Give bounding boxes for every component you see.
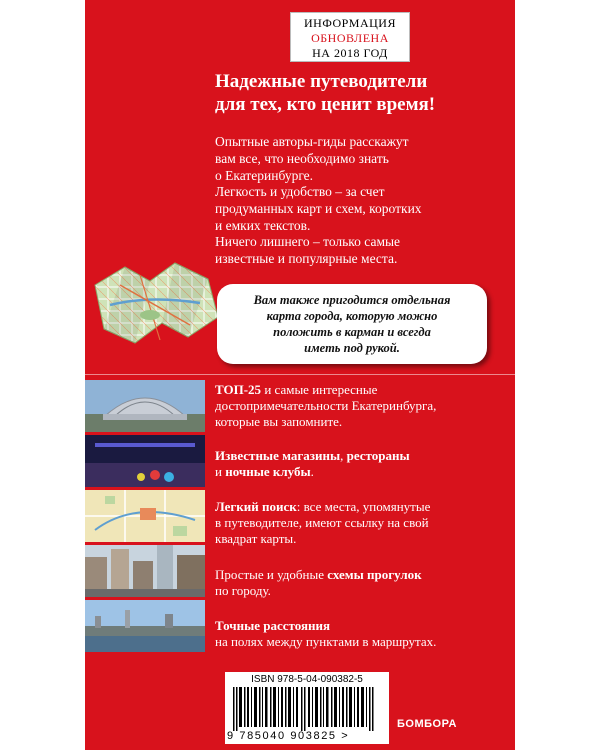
info-line-1: ИНФОРМАЦИЯ [304, 16, 396, 30]
headline-line-2: для тех, кто ценит время! [215, 94, 436, 115]
book-back-cover [85, 0, 515, 750]
lead-line: Ничего лишнего – только самые [215, 234, 401, 249]
feature-text: достопримечательности Екатеринбурга, [215, 398, 437, 413]
folded-city-map-image [90, 245, 225, 363]
feature-text: . [310, 464, 314, 479]
feature-text: которые вы запомните. [215, 414, 343, 429]
feature-text: и самые интересные [261, 382, 378, 397]
lead-line: вам все, что необходимо знать [215, 151, 389, 166]
divider [85, 374, 515, 375]
street-walk-photo [85, 545, 205, 597]
isbn-barcode-box [225, 672, 389, 744]
callout-line: иметь под рукой. [304, 341, 400, 355]
barcode-number: 9 785040 903825 > [227, 730, 350, 742]
feature-bold: Точные расстояния [215, 618, 331, 633]
info-updated-badge [290, 12, 410, 62]
feature-top25 [215, 382, 505, 430]
feature-bold: ночные клубы [225, 464, 311, 479]
callout-line: карта города, которую можно [266, 309, 438, 323]
feature-bold: Легкий поиск [215, 499, 297, 514]
river-panorama-photo [85, 600, 205, 652]
callout-line: Вам также пригодится отдельная [253, 293, 451, 307]
headline [215, 70, 515, 116]
feature-bold: Известные магазины [215, 448, 341, 463]
feature-text: : все места, упомянутые [296, 499, 431, 514]
headline-line-1: Надежные путеводители [215, 71, 428, 92]
isbn-text: ISBN 978-5-04-090382-5 [251, 674, 363, 685]
feature-text: , [340, 448, 347, 463]
feature-bold: рестораны [346, 448, 410, 463]
feature-bold: схемы прогулок [327, 567, 422, 582]
feature-text: и [215, 464, 226, 479]
lead-paragraph-authors [215, 133, 505, 184]
lead-line: Легкость и удобство – за счет [215, 184, 385, 199]
info-line-3: НА 2018 ГОД [312, 46, 388, 60]
bowling-club-photo [85, 435, 205, 487]
barcode [233, 687, 381, 731]
feature-easy-search [215, 499, 505, 547]
lead-paragraph-ease [215, 183, 505, 234]
lead-line: продуманных карт и схем, коротких [215, 201, 422, 216]
feature-bold: ТОП-25 [215, 382, 262, 397]
feature-walk-schemes [215, 567, 505, 599]
feature-text: в путеводителе, имеют ссылку на свой [215, 515, 429, 530]
feature-text: по городу. [215, 583, 271, 598]
circus-building-photo [85, 380, 205, 432]
pocket-map-callout [217, 284, 487, 364]
lead-line: известные и популярные места. [215, 251, 398, 266]
publisher-logo: БОМБОРА [397, 718, 457, 730]
feature-text: Простые и удобные [215, 567, 328, 582]
feature-text: квадрат карты. [215, 531, 297, 546]
lead-line: и емких текстов. [215, 218, 311, 233]
info-line-2: ОБНОВЛЕНА [311, 31, 389, 45]
feature-exact-distances [215, 618, 505, 650]
lead-line: о Екатеринбурге. [215, 168, 314, 183]
feature-text: на полях между пунктами в маршрутах. [215, 634, 437, 649]
city-map-photo [85, 490, 205, 542]
lead-line: Опытные авторы-гиды расскажут [215, 134, 409, 149]
callout-line: положить в карман и всегда [273, 325, 431, 339]
feature-shops-restaurants [215, 448, 505, 480]
lead-paragraph-nothing-extra [215, 233, 505, 267]
